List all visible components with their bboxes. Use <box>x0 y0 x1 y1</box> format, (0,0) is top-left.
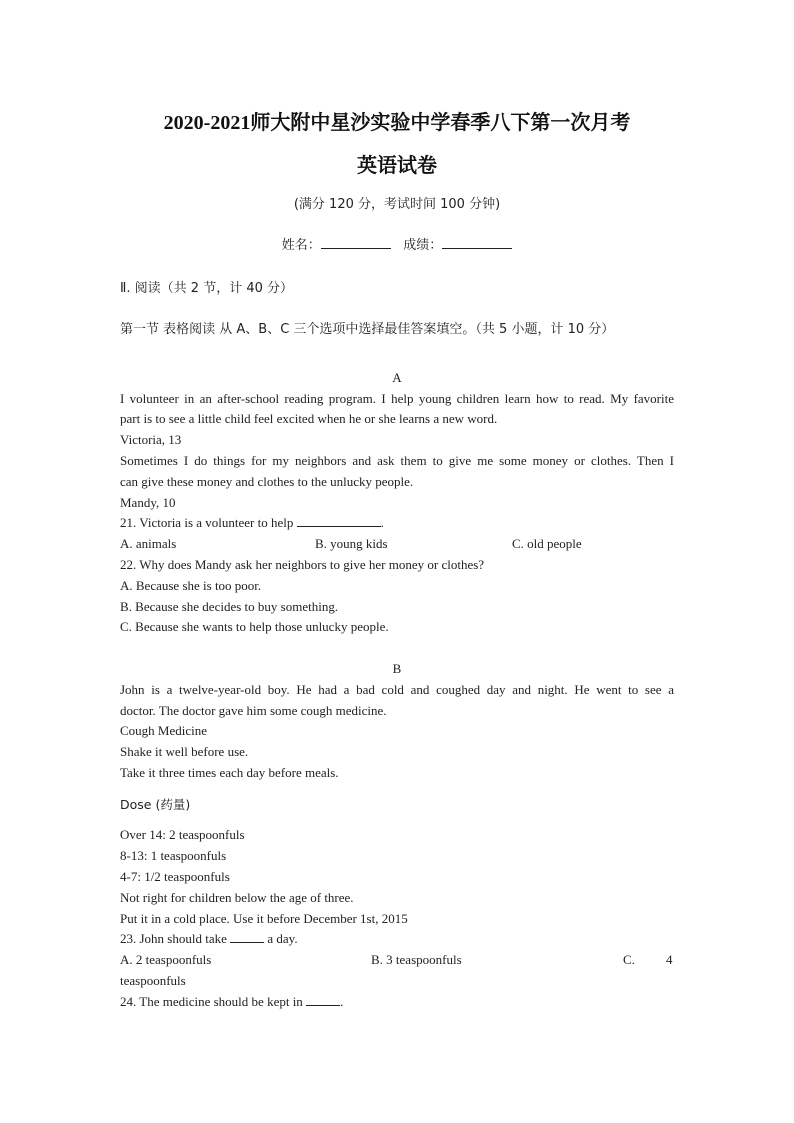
passage-b-line: Not right for children below the age of three. <box>120 890 354 905</box>
passage-b-line: doctor. The doctor gave him some cough medicine. <box>120 703 387 718</box>
option-a: A. animals <box>120 536 177 551</box>
option-a: A. Because she is too poor. <box>120 578 262 593</box>
question-21-stem: 21. Victoria is a volunteer to help <box>120 515 294 530</box>
option-b: B. Because she decides to buy something. <box>120 599 339 614</box>
passage-b-line: Put it in a cold place. Use it before December 1st, 2015 <box>120 911 408 926</box>
dose-title: Dose (药量) <box>120 797 191 812</box>
question-23 <box>120 931 298 947</box>
part-heading: Ⅱ. 阅读（共 2 节，计 40 分） <box>120 281 294 296</box>
question-23-stem-end: a day. <box>267 931 298 946</box>
exam-info: (满分 120 分，考试时间 100 分钟) <box>293 197 501 212</box>
answer-blank <box>306 994 340 1006</box>
passage-a-author: Victoria, 13 <box>120 432 182 447</box>
question-21: 21. Victoria is a volunteer to help . <box>120 515 384 530</box>
passage-a-author: Mandy, 10 <box>120 495 176 510</box>
question-24-stem: 24. The medicine should be kept in <box>120 994 303 1009</box>
option-c-letter: C. <box>623 952 635 967</box>
passage-b-line: John is a twelve-year-old boy. He had a bad cold and coughed day and night. He went to see a <box>120 682 674 697</box>
exam-subtitle: 英语试卷 <box>357 155 437 177</box>
name-blank <box>321 236 391 249</box>
passage-b-line: Cough Medicine <box>120 723 208 738</box>
score-label: 成绩： <box>403 238 443 253</box>
passage-a-label: A <box>392 370 402 385</box>
name-label: 姓名： <box>281 238 321 253</box>
option-a: A. 2 teaspoonfuls <box>120 952 212 967</box>
dose-line: 8-13: 1 teaspoonfuls <box>120 848 227 863</box>
answer-blank <box>297 515 381 527</box>
exam-title: 2020-2021师大附中星沙实验中学春季八下第一次月考 <box>163 112 631 134</box>
passage-a-line: Sometimes I do things for my neighbors and ask them to give me some money or clothes. Then I <box>120 453 674 468</box>
question-23-stem: 23. John should take <box>120 931 227 946</box>
question-22-stem: 22. Why does Mandy ask her neighbors to give her money or clothes? <box>120 557 485 572</box>
question-24 <box>120 994 343 1010</box>
passage-a-line: I volunteer in an after-school reading program. I help young children learn how to read. My favorite <box>120 391 674 406</box>
dose-line: Over 14: 2 teaspoonfuls <box>120 827 245 842</box>
passage-b-label: B <box>392 661 402 676</box>
section1-heading: 第一节 表格阅读 从 A、B、C 三个选项中选择最佳答案填空。（共 5 小题，计 10 分） <box>120 322 615 337</box>
answer-blank <box>230 931 264 943</box>
option-c-number: 4 <box>666 952 673 967</box>
name-score-row <box>0 234 794 253</box>
option-b: B. 3 teaspoonfuls <box>371 952 462 967</box>
dose-line: 4-7: 1/2 teaspoonfuls <box>120 869 230 884</box>
option-c: C. old people <box>512 536 582 551</box>
option-b: B. young kids <box>315 536 388 551</box>
passage-b-line: Shake it well before use. <box>120 744 249 759</box>
passage-b-line: Take it three times each day before meals. <box>120 765 339 780</box>
option-c-continued: teaspoonfuls <box>120 973 186 988</box>
question-24-stem-end: . <box>340 994 344 1009</box>
option-c: C. Because she wants to help those unlucky people. <box>120 619 389 634</box>
passage-a-line: part is to see a little child feel excited when he or she learns a new word. <box>120 411 498 426</box>
passage-a-line: can give these money and clothes to the unlucky people. <box>120 474 414 489</box>
score-blank <box>442 236 512 249</box>
